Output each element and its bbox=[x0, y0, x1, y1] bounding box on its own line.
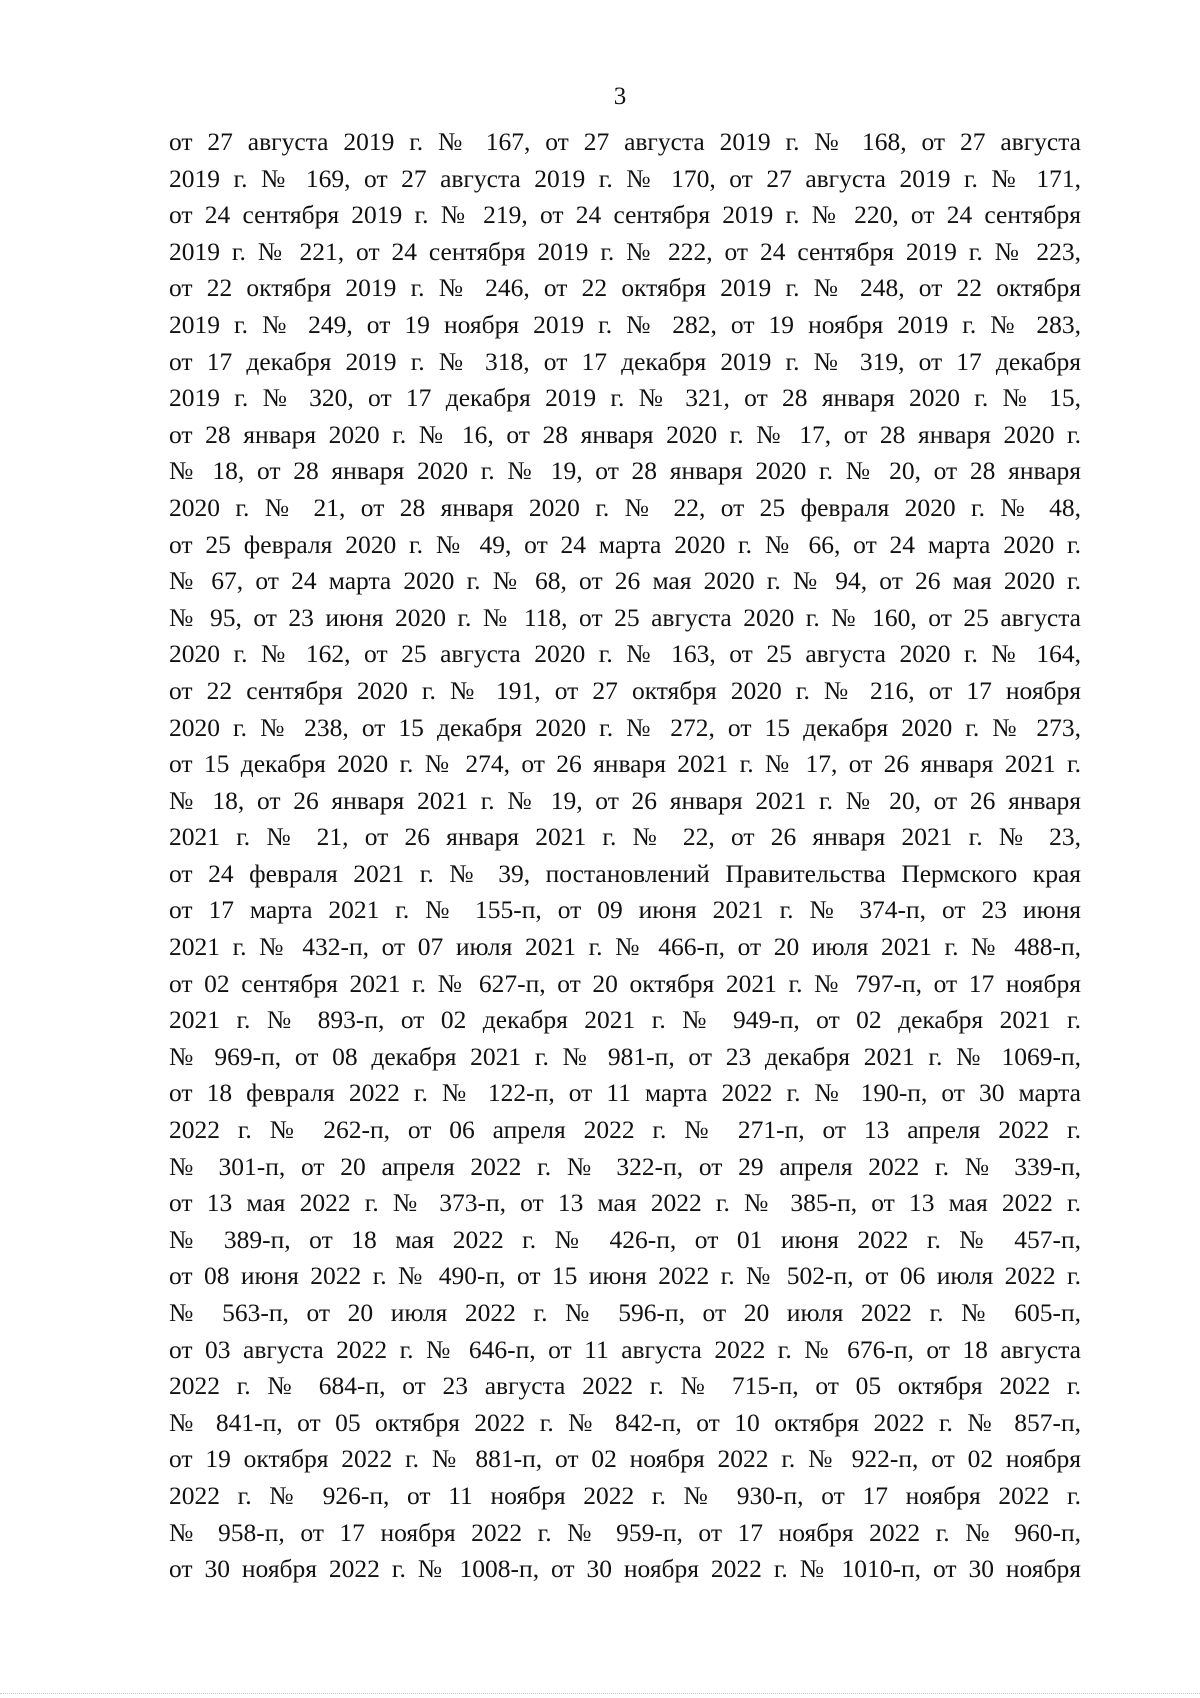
text-line: 2020 г. № 21, от 28 января 2020 г. № 22, от 25 февраля 2020 г. № 48, bbox=[169, 492, 1081, 522]
text-line: от 24 сентября 2019 г. № 219, от 24 сентября 2019 г. № 220, от 24 сентября bbox=[169, 200, 1081, 230]
text-line: 2020 г. № 162, от 25 августа 2020 г. № 163, от 25 августа 2020 г. № 164, bbox=[169, 639, 1081, 669]
text-line: 2022 г. № 262-п, от 06 апреля 2022 г. № 271-п, от 13 апреля 2022 г. bbox=[169, 1115, 1081, 1145]
text-line: от 19 октября 2022 г. № 881-п, от 02 ноября 2022 г. № 922-п, от 02 ноября bbox=[169, 1444, 1081, 1474]
text-line: № 301-п, от 20 апреля 2022 г. № 322-п, от 29 апреля 2022 г. № 339-п, bbox=[169, 1151, 1081, 1181]
text-line: 2019 г. № 320, от 17 декабря 2019 г. № 321, от 28 января 2020 г. № 15, bbox=[169, 383, 1081, 413]
text-line: № 95, от 23 июня 2020 г. № 118, от 25 августа 2020 г. № 160, от 25 августа bbox=[169, 602, 1081, 632]
text-line: от 18 февраля 2022 г. № 122-п, от 11 марта 2022 г. № 190-п, от 30 марта bbox=[169, 1078, 1081, 1108]
page-number: 3 bbox=[613, 83, 627, 110]
text-line: от 30 ноября 2022 г. № 1008-п, от 30 ноября 2022 г. № 1010-п, от 30 ноября bbox=[169, 1554, 1081, 1584]
text-line: № 18, от 26 января 2021 г. № 19, от 26 января 2021 г. № 20, от 26 января bbox=[169, 785, 1081, 815]
text-line: № 18, от 28 января 2020 г. № 19, от 28 января 2020 г. № 20, от 28 января bbox=[169, 456, 1081, 486]
text-line: 2022 г. № 926-п, от 11 ноября 2022 г. № 930-п, от 17 ноября 2022 г. bbox=[169, 1480, 1081, 1510]
text-line: № 389-п, от 18 мая 2022 г. № 426-п, от 01 июня 2022 г. № 457-п, bbox=[169, 1224, 1081, 1254]
text-line: 2022 г. № 684-п, от 23 августа 2022 г. № 715-п, от 05 октября 2022 г. bbox=[169, 1371, 1081, 1401]
text-line: от 24 февраля 2021 г. № 39, постановлений Правительства Пермского края bbox=[169, 858, 1081, 888]
text-line: от 17 декабря 2019 г. № 318, от 17 декабря 2019 г. № 319, от 17 декабря bbox=[169, 346, 1081, 376]
text-line: 2019 г. № 169, от 27 августа 2019 г. № 170, от 27 августа 2019 г. № 171, bbox=[169, 163, 1081, 193]
text-line: № 67, от 24 марта 2020 г. № 68, от 26 мая 2020 г. № 94, от 26 мая 2020 г. bbox=[169, 566, 1081, 596]
text-line: от 22 сентября 2020 г. № 191, от 27 октября 2020 г. № 216, от 17 ноября bbox=[169, 675, 1081, 705]
text-line: от 17 марта 2021 г. № 155-п, от 09 июня 2021 г. № 374-п, от 23 июня bbox=[169, 895, 1081, 925]
text-line: № 958-п, от 17 ноября 2022 г. № 959-п, от 17 ноября 2022 г. № 960-п, bbox=[169, 1517, 1081, 1547]
body-text bbox=[169, 124, 1081, 1588]
text-line: от 28 января 2020 г. № 16, от 28 января 2020 г. № 17, от 28 января 2020 г. bbox=[169, 419, 1081, 449]
text-line: № 969-п, от 08 декабря 2021 г. № 981-п, от 23 декабря 2021 г. № 1069-п, bbox=[169, 1041, 1081, 1071]
text-line: от 13 мая 2022 г. № 373-п, от 13 мая 2022 г. № 385-п, от 13 мая 2022 г. bbox=[169, 1188, 1081, 1218]
text-line: от 25 февраля 2020 г. № 49, от 24 марта 2020 г. № 66, от 24 марта 2020 г. bbox=[169, 529, 1081, 559]
text-line: 2021 г. № 893-п, от 02 декабря 2021 г. № 949-п, от 02 декабря 2021 г. bbox=[169, 1005, 1081, 1035]
text-line: от 02 сентября 2021 г. № 627-п, от 20 октября 2021 г. № 797-п, от 17 ноября bbox=[169, 968, 1081, 998]
text-line: 2019 г. № 249, от 19 ноября 2019 г. № 282, от 19 ноября 2019 г. № 283, bbox=[169, 309, 1081, 339]
text-line: от 15 декабря 2020 г. № 274, от 26 января 2021 г. № 17, от 26 января 2021 г. bbox=[169, 749, 1081, 779]
text-line: от 03 августа 2022 г. № 646-п, от 11 августа 2022 г. № 676-п, от 18 августа bbox=[169, 1334, 1081, 1364]
text-line: 2021 г. № 432-п, от 07 июля 2021 г. № 466-п, от 20 июля 2021 г. № 488-п, bbox=[169, 932, 1081, 962]
text-line: № 563-п, от 20 июля 2022 г. № 596-п, от 20 июля 2022 г. № 605-п, bbox=[169, 1298, 1081, 1327]
text-line: 2021 г. № 21, от 26 января 2021 г. № 22, от 26 января 2021 г. № 23, bbox=[169, 822, 1081, 852]
text-line: от 27 августа 2019 г. № 167, от 27 августа 2019 г. № 168, от 27 августа bbox=[169, 127, 1081, 156]
text-line: № 841-п, от 05 октября 2022 г. № 842-п, от 10 октября 2022 г. № 857-п, bbox=[169, 1407, 1081, 1437]
text-line: от 08 июня 2022 г. № 490-п, от 15 июня 2022 г. № 502-п, от 06 июля 2022 г. bbox=[169, 1261, 1081, 1291]
page-bottom-edge bbox=[0, 1691, 1200, 1694]
text-line: от 22 октября 2019 г. № 246, от 22 октября 2019 г. № 248, от 22 октября bbox=[169, 273, 1081, 303]
text-line: 2019 г. № 221, от 24 сентября 2019 г. № 222, от 24 сентября 2019 г. № 223, bbox=[169, 236, 1081, 266]
text-line: 2020 г. № 238, от 15 декабря 2020 г. № 272, от 15 декабря 2020 г. № 273, bbox=[169, 712, 1081, 742]
